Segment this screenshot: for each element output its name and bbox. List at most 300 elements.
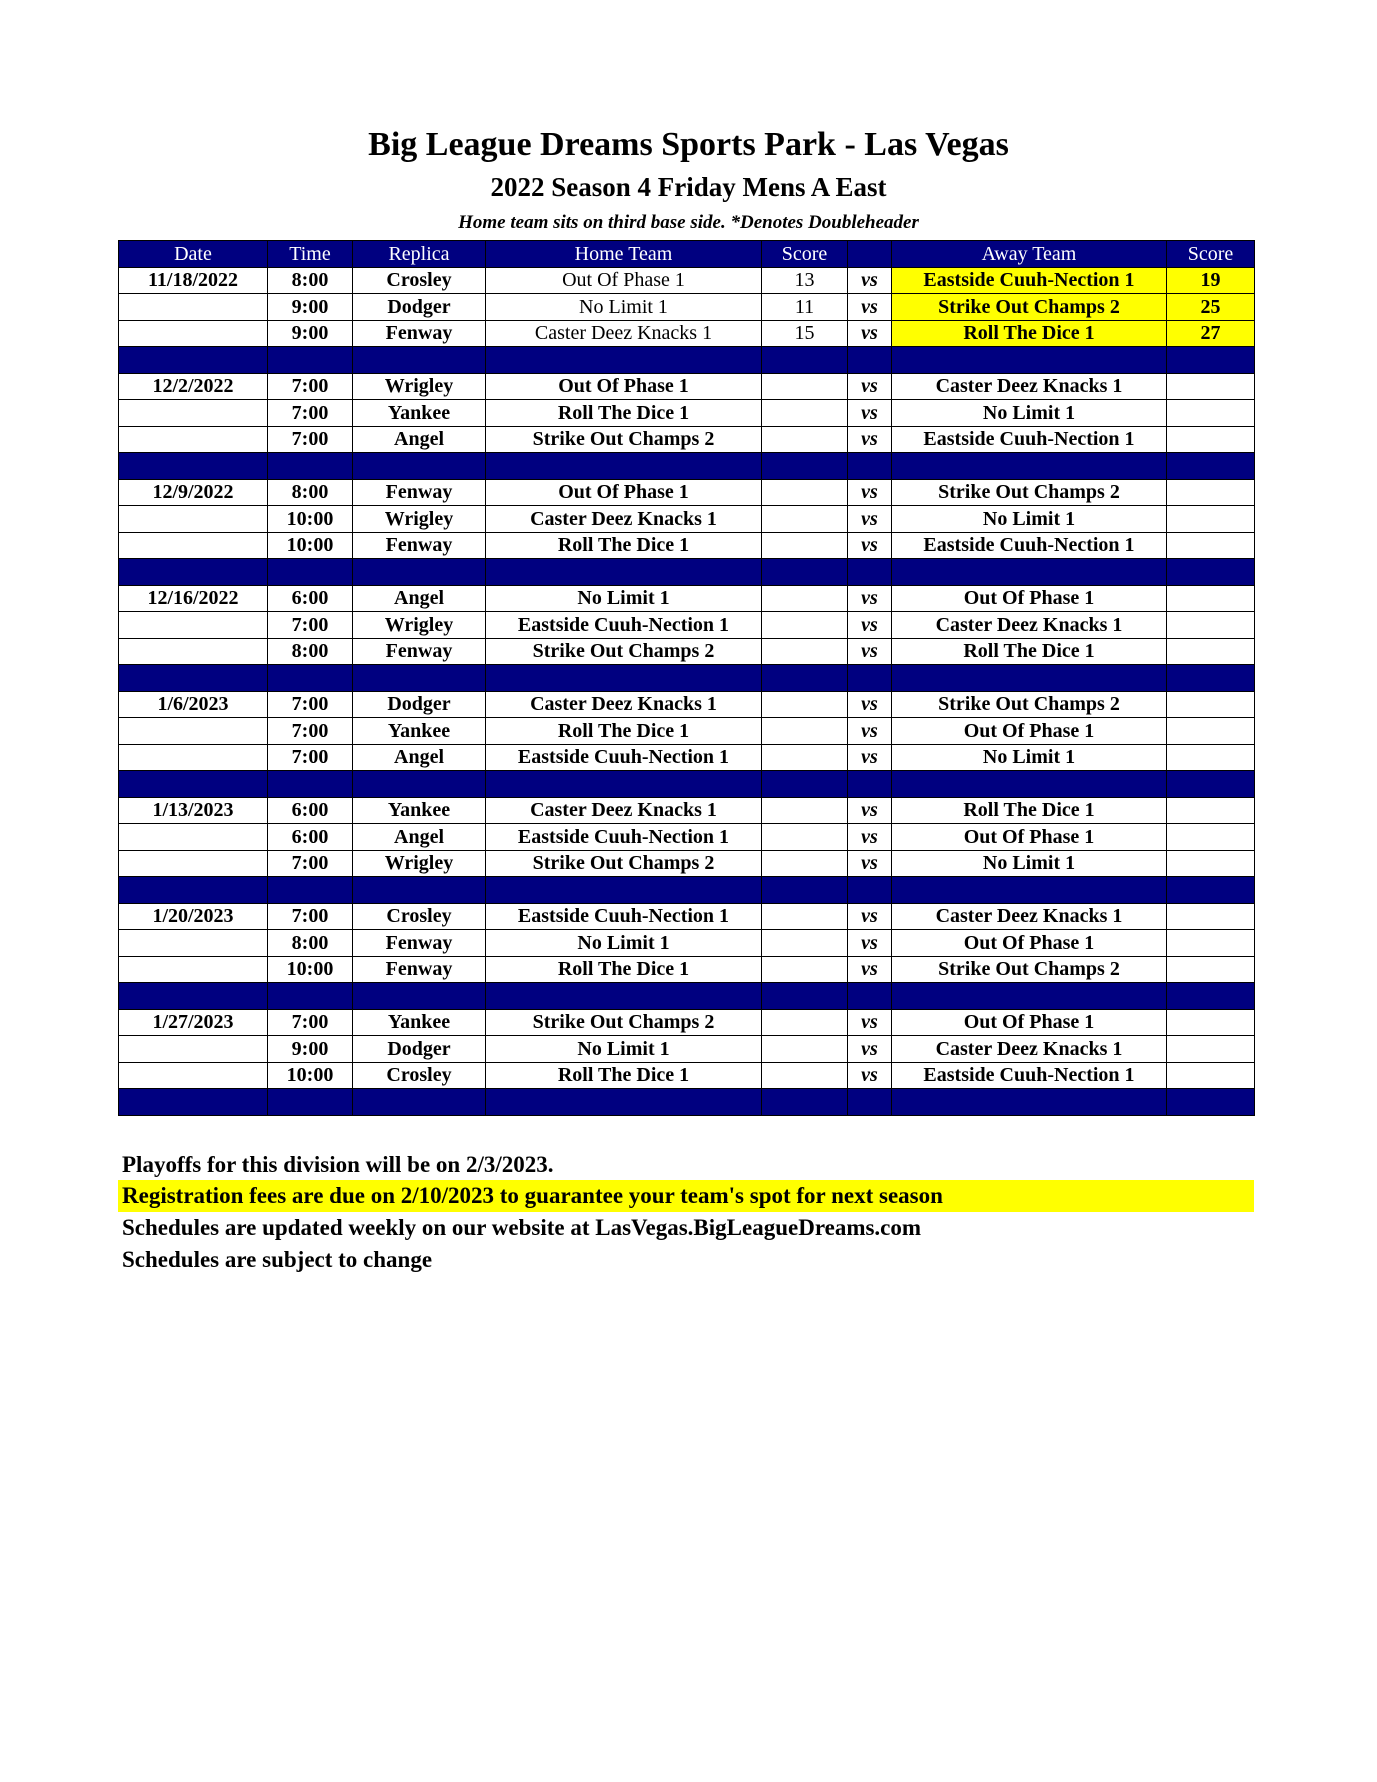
game-row xyxy=(119,903,1255,930)
vs-label: vs xyxy=(848,1062,892,1089)
game-field: Fenway xyxy=(353,638,486,665)
vs-label: vs xyxy=(848,320,892,347)
separator-cell xyxy=(1167,453,1255,480)
home-team: Caster Deez Knacks 1 xyxy=(486,506,762,533)
game-time: 7:00 xyxy=(268,1009,353,1036)
home-team: Eastside Cuuh-Nection 1 xyxy=(486,612,762,639)
col-time: Time xyxy=(268,241,353,268)
game-row xyxy=(119,532,1255,559)
game-date xyxy=(119,638,268,665)
home-team: Roll The Dice 1 xyxy=(486,718,762,745)
game-date xyxy=(119,956,268,983)
away-team: Roll The Dice 1 xyxy=(892,638,1167,665)
home-team: No Limit 1 xyxy=(486,1036,762,1063)
vs-label: vs xyxy=(848,691,892,718)
vs-label: vs xyxy=(848,267,892,294)
col-home-score: Score xyxy=(762,241,848,268)
game-row xyxy=(119,850,1255,877)
game-time: 7:00 xyxy=(268,903,353,930)
away-score xyxy=(1167,532,1255,559)
game-field: Crosley xyxy=(353,267,486,294)
away-team: Out Of Phase 1 xyxy=(892,718,1167,745)
home-score xyxy=(762,400,848,427)
away-score: 27 xyxy=(1167,320,1255,347)
away-team: No Limit 1 xyxy=(892,506,1167,533)
away-team: Eastside Cuuh-Nection 1 xyxy=(892,267,1167,294)
home-score xyxy=(762,824,848,851)
separator-cell xyxy=(848,983,892,1010)
game-row xyxy=(119,930,1255,957)
game-field: Fenway xyxy=(353,320,486,347)
week-separator xyxy=(119,771,1255,798)
game-date xyxy=(119,744,268,771)
separator-cell xyxy=(486,877,762,904)
away-team: Caster Deez Knacks 1 xyxy=(892,903,1167,930)
game-time: 6:00 xyxy=(268,797,353,824)
game-field: Angel xyxy=(353,585,486,612)
separator-cell xyxy=(268,559,353,586)
separator-cell xyxy=(268,1089,353,1116)
home-team: Eastside Cuuh-Nection 1 xyxy=(486,824,762,851)
game-field: Yankee xyxy=(353,1009,486,1036)
game-row xyxy=(119,585,1255,612)
separator-cell xyxy=(762,771,848,798)
game-date: 1/13/2023 xyxy=(119,797,268,824)
away-team: Roll The Dice 1 xyxy=(892,320,1167,347)
home-team: Caster Deez Knacks 1 xyxy=(486,320,762,347)
game-time: 6:00 xyxy=(268,585,353,612)
game-field: Angel xyxy=(353,744,486,771)
home-team: Caster Deez Knacks 1 xyxy=(486,797,762,824)
separator-cell xyxy=(1167,665,1255,692)
away-team: Eastside Cuuh-Nection 1 xyxy=(892,532,1167,559)
home-team: Out Of Phase 1 xyxy=(486,479,762,506)
away-team: Strike Out Champs 2 xyxy=(892,294,1167,321)
game-date xyxy=(119,1062,268,1089)
home-score: 15 xyxy=(762,320,848,347)
home-score xyxy=(762,1009,848,1036)
game-date xyxy=(119,320,268,347)
game-time: 7:00 xyxy=(268,718,353,745)
week-separator xyxy=(119,559,1255,586)
schedule-table xyxy=(118,240,1255,1116)
game-date xyxy=(119,824,268,851)
away-team: Caster Deez Knacks 1 xyxy=(892,612,1167,639)
game-field: Angel xyxy=(353,824,486,851)
separator-cell xyxy=(762,559,848,586)
away-team: Eastside Cuuh-Nection 1 xyxy=(892,426,1167,453)
game-date: 1/27/2023 xyxy=(119,1009,268,1036)
vs-label: vs xyxy=(848,612,892,639)
home-score xyxy=(762,850,848,877)
home-score xyxy=(762,797,848,824)
away-team: No Limit 1 xyxy=(892,850,1167,877)
week-separator xyxy=(119,665,1255,692)
away-team: Roll The Dice 1 xyxy=(892,797,1167,824)
separator-cell xyxy=(892,665,1167,692)
away-team: Strike Out Champs 2 xyxy=(892,479,1167,506)
separator-cell xyxy=(892,983,1167,1010)
separator-cell xyxy=(353,983,486,1010)
game-time: 6:00 xyxy=(268,824,353,851)
away-score xyxy=(1167,691,1255,718)
game-row xyxy=(119,956,1255,983)
separator-cell xyxy=(486,453,762,480)
game-time: 7:00 xyxy=(268,612,353,639)
separator-cell xyxy=(892,453,1167,480)
separator-cell xyxy=(762,347,848,374)
away-score xyxy=(1167,1062,1255,1089)
game-field: Yankee xyxy=(353,797,486,824)
home-score xyxy=(762,426,848,453)
game-date: 12/2/2022 xyxy=(119,373,268,400)
vs-label: vs xyxy=(848,718,892,745)
col-home-team: Home Team xyxy=(486,241,762,268)
separator-cell xyxy=(119,559,268,586)
home-team: No Limit 1 xyxy=(486,930,762,957)
game-time: 10:00 xyxy=(268,1062,353,1089)
separator-cell xyxy=(268,771,353,798)
schedule-body xyxy=(119,267,1255,1115)
game-row xyxy=(119,1036,1255,1063)
separator-cell xyxy=(762,1089,848,1116)
home-team: No Limit 1 xyxy=(486,585,762,612)
col-replica: Replica xyxy=(353,241,486,268)
away-score xyxy=(1167,1036,1255,1063)
vs-label: vs xyxy=(848,744,892,771)
separator-cell xyxy=(762,983,848,1010)
col-away-score: Score xyxy=(1167,241,1255,268)
game-date xyxy=(119,612,268,639)
separator-cell xyxy=(848,559,892,586)
home-score: 13 xyxy=(762,267,848,294)
game-time: 7:00 xyxy=(268,426,353,453)
away-score xyxy=(1167,479,1255,506)
separator-cell xyxy=(1167,559,1255,586)
away-score: 25 xyxy=(1167,294,1255,321)
away-score xyxy=(1167,585,1255,612)
separator-cell xyxy=(762,453,848,480)
away-team: Out Of Phase 1 xyxy=(892,824,1167,851)
separator-cell xyxy=(353,347,486,374)
separator-cell xyxy=(268,453,353,480)
separator-cell xyxy=(486,665,762,692)
away-score xyxy=(1167,903,1255,930)
game-row xyxy=(119,744,1255,771)
home-score xyxy=(762,585,848,612)
separator-cell xyxy=(119,453,268,480)
game-field: Angel xyxy=(353,426,486,453)
registration-note: Registration fees are due on 2/10/2023 to guarantee your team's spot for next season xyxy=(118,1180,1254,1212)
separator-cell xyxy=(848,771,892,798)
home-score xyxy=(762,1036,848,1063)
game-time: 9:00 xyxy=(268,294,353,321)
away-score xyxy=(1167,956,1255,983)
game-date xyxy=(119,532,268,559)
home-score xyxy=(762,903,848,930)
home-score xyxy=(762,532,848,559)
separator-cell xyxy=(119,1089,268,1116)
separator-cell xyxy=(268,665,353,692)
game-time: 8:00 xyxy=(268,638,353,665)
game-date xyxy=(119,506,268,533)
game-field: Dodger xyxy=(353,294,486,321)
separator-cell xyxy=(268,347,353,374)
separator-cell xyxy=(848,347,892,374)
separator-cell xyxy=(1167,877,1255,904)
game-date: 1/20/2023 xyxy=(119,903,268,930)
game-row xyxy=(119,638,1255,665)
week-separator xyxy=(119,877,1255,904)
vs-label: vs xyxy=(848,903,892,930)
col-date: Date xyxy=(119,241,268,268)
game-row xyxy=(119,373,1255,400)
game-row xyxy=(119,797,1255,824)
home-team: No Limit 1 xyxy=(486,294,762,321)
home-team: Roll The Dice 1 xyxy=(486,532,762,559)
game-date: 12/16/2022 xyxy=(119,585,268,612)
separator-cell xyxy=(762,665,848,692)
vs-label: vs xyxy=(848,824,892,851)
separator-cell xyxy=(119,983,268,1010)
vs-label: vs xyxy=(848,426,892,453)
away-team: Out Of Phase 1 xyxy=(892,585,1167,612)
separator-cell xyxy=(486,347,762,374)
week-separator xyxy=(119,453,1255,480)
home-score xyxy=(762,638,848,665)
home-score xyxy=(762,930,848,957)
away-team: Eastside Cuuh-Nection 1 xyxy=(892,1062,1167,1089)
home-score xyxy=(762,1062,848,1089)
week-separator xyxy=(119,347,1255,374)
game-time: 10:00 xyxy=(268,506,353,533)
separator-cell xyxy=(892,771,1167,798)
game-time: 7:00 xyxy=(268,373,353,400)
week-separator xyxy=(119,1089,1255,1116)
separator-cell xyxy=(119,771,268,798)
vs-label: vs xyxy=(848,1036,892,1063)
away-score xyxy=(1167,426,1255,453)
separator-cell xyxy=(848,1089,892,1116)
game-time: 7:00 xyxy=(268,691,353,718)
separator-cell xyxy=(892,347,1167,374)
home-team: Strike Out Champs 2 xyxy=(486,426,762,453)
page-subtitle: 2022 Season 4 Friday Mens A East xyxy=(490,172,887,202)
game-field: Dodger xyxy=(353,691,486,718)
game-field: Crosley xyxy=(353,1062,486,1089)
separator-cell xyxy=(892,1089,1167,1116)
game-row xyxy=(119,718,1255,745)
vs-label: vs xyxy=(848,532,892,559)
col-vs xyxy=(848,241,892,268)
game-date xyxy=(119,850,268,877)
away-score xyxy=(1167,638,1255,665)
separator-cell xyxy=(353,453,486,480)
home-team: Roll The Dice 1 xyxy=(486,956,762,983)
game-time: 7:00 xyxy=(268,850,353,877)
away-team: No Limit 1 xyxy=(892,744,1167,771)
away-score xyxy=(1167,400,1255,427)
game-date xyxy=(119,718,268,745)
game-field: Fenway xyxy=(353,956,486,983)
away-score xyxy=(1167,744,1255,771)
away-score xyxy=(1167,930,1255,957)
separator-cell xyxy=(353,665,486,692)
vs-label: vs xyxy=(848,1009,892,1036)
game-field: Yankee xyxy=(353,718,486,745)
game-row xyxy=(119,691,1255,718)
header-row xyxy=(119,241,1255,268)
game-time: 8:00 xyxy=(268,267,353,294)
vs-label: vs xyxy=(848,638,892,665)
game-date xyxy=(119,1036,268,1063)
home-team: Eastside Cuuh-Nection 1 xyxy=(486,744,762,771)
away-team: Caster Deez Knacks 1 xyxy=(892,1036,1167,1063)
separator-cell xyxy=(486,983,762,1010)
col-away-team: Away Team xyxy=(892,241,1167,268)
home-score xyxy=(762,506,848,533)
game-date: 1/6/2023 xyxy=(119,691,268,718)
home-score xyxy=(762,956,848,983)
game-field: Fenway xyxy=(353,532,486,559)
game-date xyxy=(119,294,268,321)
vs-label: vs xyxy=(848,585,892,612)
separator-cell xyxy=(353,559,486,586)
home-team-note: Home team sits on third base side. *Denotes Doubleheader xyxy=(458,212,919,233)
home-score xyxy=(762,744,848,771)
away-score: 19 xyxy=(1167,267,1255,294)
vs-label: vs xyxy=(848,797,892,824)
separator-cell xyxy=(268,983,353,1010)
game-time: 7:00 xyxy=(268,400,353,427)
game-time: 7:00 xyxy=(268,744,353,771)
game-date: 12/9/2022 xyxy=(119,479,268,506)
game-field: Crosley xyxy=(353,903,486,930)
away-team: No Limit 1 xyxy=(892,400,1167,427)
game-row xyxy=(119,294,1255,321)
vs-label: vs xyxy=(848,506,892,533)
home-team: Out Of Phase 1 xyxy=(486,373,762,400)
home-team: Eastside Cuuh-Nection 1 xyxy=(486,903,762,930)
separator-cell xyxy=(353,877,486,904)
game-row xyxy=(119,267,1255,294)
away-score xyxy=(1167,824,1255,851)
separator-cell xyxy=(486,771,762,798)
away-team: Out Of Phase 1 xyxy=(892,930,1167,957)
vs-label: vs xyxy=(848,956,892,983)
away-team: Out Of Phase 1 xyxy=(892,1009,1167,1036)
separator-cell xyxy=(119,665,268,692)
away-score xyxy=(1167,850,1255,877)
vs-label: vs xyxy=(848,400,892,427)
home-score xyxy=(762,718,848,745)
game-time: 10:00 xyxy=(268,532,353,559)
game-field: Wrigley xyxy=(353,506,486,533)
away-score xyxy=(1167,612,1255,639)
game-field: Fenway xyxy=(353,930,486,957)
game-date xyxy=(119,400,268,427)
subject-note: Schedules are subject to change xyxy=(122,1247,433,1272)
separator-cell xyxy=(119,347,268,374)
vs-label: vs xyxy=(848,479,892,506)
game-date xyxy=(119,930,268,957)
separator-cell xyxy=(486,559,762,586)
vs-label: vs xyxy=(848,294,892,321)
game-row xyxy=(119,426,1255,453)
separator-cell xyxy=(353,1089,486,1116)
game-field: Wrigley xyxy=(353,373,486,400)
home-team: Strike Out Champs 2 xyxy=(486,638,762,665)
game-time: 8:00 xyxy=(268,930,353,957)
page-title: Big League Dreams Sports Park - Las Vegas xyxy=(368,126,1009,163)
separator-cell xyxy=(892,559,1167,586)
home-team: Caster Deez Knacks 1 xyxy=(486,691,762,718)
website-note: Schedules are updated weekly on our website at LasVegas.BigLeagueDreams.com xyxy=(122,1215,922,1240)
game-time: 8:00 xyxy=(268,479,353,506)
game-field: Fenway xyxy=(353,479,486,506)
away-score xyxy=(1167,1009,1255,1036)
separator-cell xyxy=(1167,347,1255,374)
home-score xyxy=(762,612,848,639)
separator-cell xyxy=(1167,983,1255,1010)
game-time: 10:00 xyxy=(268,956,353,983)
away-score xyxy=(1167,373,1255,400)
vs-label: vs xyxy=(848,930,892,957)
separator-cell xyxy=(892,877,1167,904)
home-team: Roll The Dice 1 xyxy=(486,400,762,427)
away-team: Caster Deez Knacks 1 xyxy=(892,373,1167,400)
separator-cell xyxy=(848,877,892,904)
away-score xyxy=(1167,506,1255,533)
home-team: Out Of Phase 1 xyxy=(486,267,762,294)
game-row xyxy=(119,824,1255,851)
game-row xyxy=(119,506,1255,533)
separator-cell xyxy=(486,1089,762,1116)
separator-cell xyxy=(1167,1089,1255,1116)
separator-cell xyxy=(762,877,848,904)
separator-cell xyxy=(1167,771,1255,798)
playoffs-note: Playoffs for this division will be on 2/3/2023. xyxy=(122,1152,554,1177)
game-row xyxy=(119,1009,1255,1036)
game-row xyxy=(119,1062,1255,1089)
vs-label: vs xyxy=(848,850,892,877)
separator-cell xyxy=(268,877,353,904)
home-team: Roll The Dice 1 xyxy=(486,1062,762,1089)
home-team: Strike Out Champs 2 xyxy=(486,850,762,877)
game-row xyxy=(119,479,1255,506)
separator-cell xyxy=(119,877,268,904)
game-row xyxy=(119,612,1255,639)
game-date xyxy=(119,426,268,453)
game-row xyxy=(119,400,1255,427)
game-time: 9:00 xyxy=(268,1036,353,1063)
game-time: 9:00 xyxy=(268,320,353,347)
home-score xyxy=(762,691,848,718)
away-team: Strike Out Champs 2 xyxy=(892,691,1167,718)
home-score xyxy=(762,373,848,400)
separator-cell xyxy=(848,665,892,692)
game-field: Wrigley xyxy=(353,850,486,877)
separator-cell xyxy=(848,453,892,480)
home-score: 11 xyxy=(762,294,848,321)
game-field: Yankee xyxy=(353,400,486,427)
away-team: Strike Out Champs 2 xyxy=(892,956,1167,983)
separator-cell xyxy=(353,771,486,798)
game-row xyxy=(119,320,1255,347)
away-score xyxy=(1167,797,1255,824)
week-separator xyxy=(119,983,1255,1010)
home-team: Strike Out Champs 2 xyxy=(486,1009,762,1036)
